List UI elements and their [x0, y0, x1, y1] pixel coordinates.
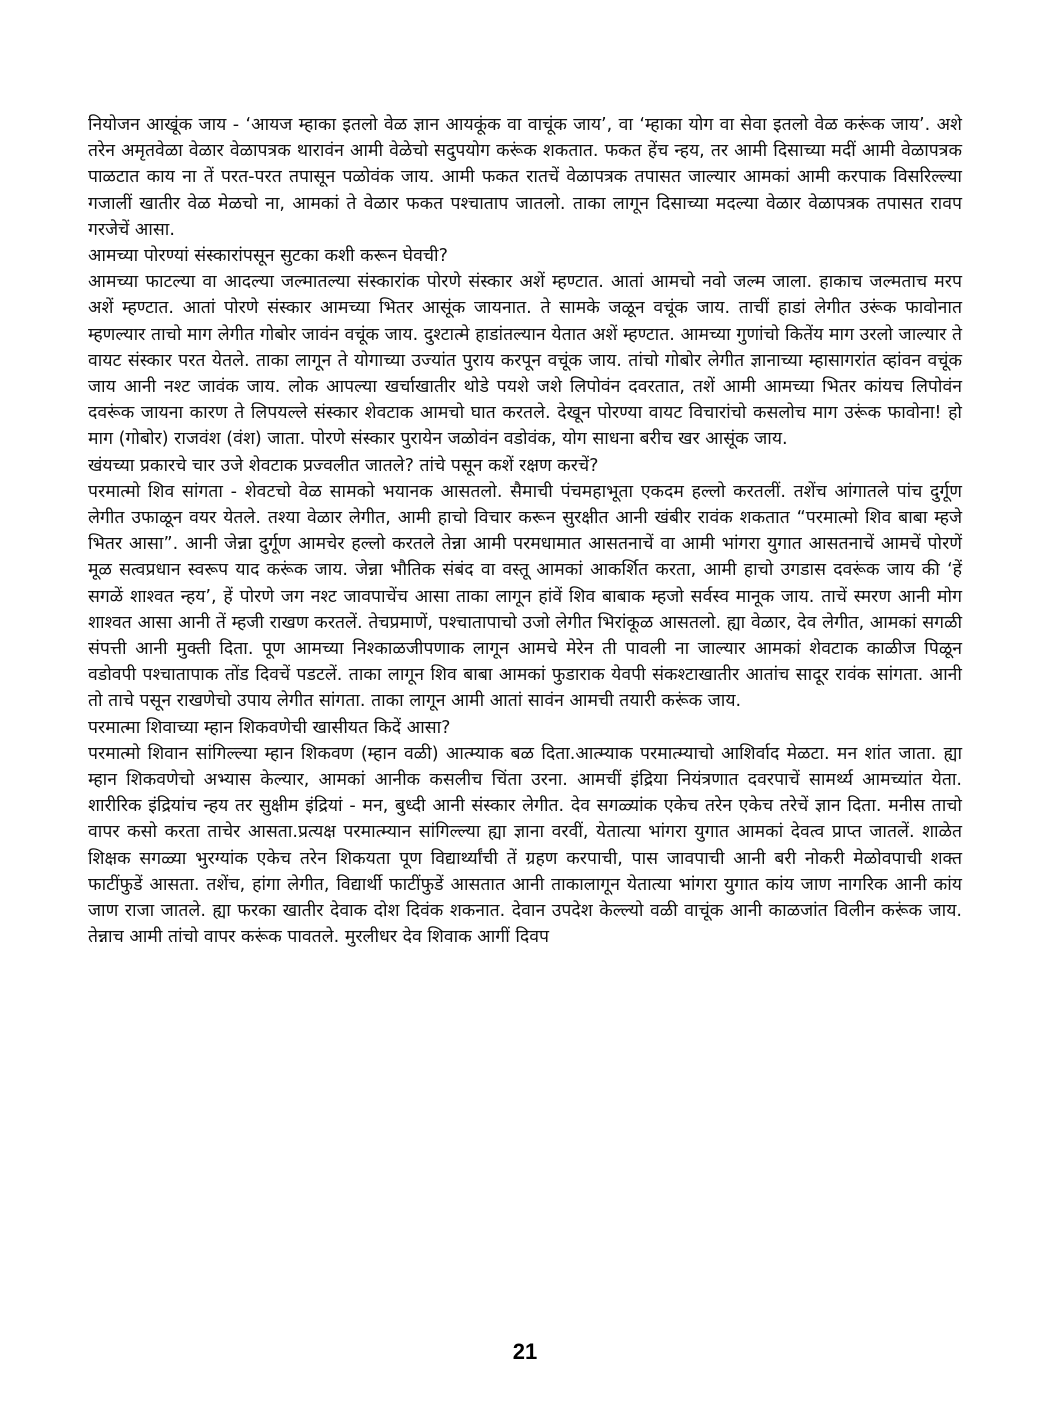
paragraph-scheduling: नियोजन आखूंक जाय - ‘आयज म्हाका इतलो वेळ ज्ञान आयकूंक वा वाचूंक जाय’, वा ‘म्हाका योग वा सेवा इतलो वेळ करूंक जाय’. अशे तरेन अमृतवेळा वेळार वेळापत्रक थारावंन आमी वेळेचो सदुपयोग करूंक शकतात. फकत हेंच न्हय, तर आमी दिसाच्या मदीं आमी वेळापत्रक पाळटात काय ना तें परत-परत तपासून पळोवंक जाय. आमी फकत रातचें वेळापत्रक तपासत जाल्यार आमकां आमी करपाक विसरिल्ल्या गजालीं खातीर वेळ मेळचो ना, आमकां ते वेळार फकत पश्चाताप जातलो. ताका लागून दिसाच्या मदल्या वेळार वेळापत्रक तपासत रावप गरजेचें आसा. — [88, 115, 962, 240]
question-four-fires: खंयच्या प्रकारचे चार उजे शेवटाक प्रज्वलीत जातले? तांचे पसून कशें रक्षण करचें? — [88, 455, 599, 476]
paragraph-great-teaching: परमात्मो शिवान सांगिल्ल्या म्हान शिकवण (म्हान वळी) आत्म्याक बळ दिता.आत्म्याक परमात्म्याचो आशिर्वाद मेळटा. मन शांत जाता. ह्या म्हान शिकवणेचो अभ्यास केल्यार, आमकां आनीक कसलीच चिंता उरना. आमचीं इंद्रिया नियंत्रणात दवरपाचें सामर्थ्य आमच्यांत येता. शारीरिक इंद्रियांच न्हय तर सुक्षीम इंद्रियां - मन, बुध्दी आनी संस्कार लेगीत. देव सगळ्यांक एकेच तरेन एकेच तरेचें ज्ञान दिता. मनीस ताचो वापर कसो करता ताचेर आसता.प्रत्यक्ष परमात्म्यान सांगिल्ल्या ह्या ज्ञाना वरवीं, येतात्या भांगरा युगात आमकां देवत्व प्राप्त जातलें. शाळेत शिक्षक सगळ्या भुरग्यांक एकेच तरेन शिकयता पूण विद्यार्थ्यांची तें ग्रहण करपाची, पास जावपाची आनी बरी नोकरी मेळोवपाची शक्त फाटींफुडें आसता. तशेंच, हांगा लेगीत, विद्यार्थी फाटींफुडें आसतात आनी ताकालागून येतात्या भांगरा युगात कांय जाण नागरिक आनी कांय जाण राजा जातले. ह्या फरका खातीर देवाक दोश दिवंक शकनात. देवान उपदेश केल्ल्यो वळी वाचूंक आनी काळजांत विलीन करूंक जाय. तेन्नाच आमी तांचो वापर करूंक पावतले. मुरलीधर देव शिवाक आगीं दिवप — [88, 743, 962, 948]
paragraph-four-fires: परमात्मो शिव सांगता - शेवटचो वेळ सामको भयानक आसतलो. सैमाची पंचमहाभूता एकदम हल्लो करतलीं. तशेंच आंगातले पांच दुर्गूण लेगीत उफाळून वयर येतले. तश्या वेळार लेगीत, आमी हाचो विचार करून सुरक्षीत आनी खंबीर रावंक शकतात “परमात्मो शिव बाबा म्हजे भितर आसा”. आनी जेन्ना दुर्गूण आमचेर हल्लो करतले तेन्ना आमी परमधामात आसतनाचें वा आमी भांगरा युगात आसतनाचें आमचें पोरणें मूळ सत्वप्रधान स्वरूप याद करूंक जाय. जेन्ना भौतिक संबंद वा वस्तू आमकां आकर्शित करता, आमी हाचो उगडास दवरूंक जाय की ‘हें सगळें शाश्वत न्हय’, हें पोरणे जग नश्ट जावपाचेंच आसा ताका लागून हांवें शिव बाबाक म्हजो सर्वस्व मानूक जाय. ताचें स्मरण आनी मोग शाश्वत आसा आनी तें म्हजी राखण करतलें. तेचप्रमाणें, पश्चातापाचो उजो लेगीत भिरांकूळ आसतलो. ह्या वेळार, देव लेगीत, आमकां सगळी संपत्ती आनी मुक्ती दिता. पूण आमच्या निश्काळजीपणाक लागून आमचे मेरेन ती पावली ना जाल्यार आमकां शेवटाक काळीज पिळून वडोवपी पश्चातापाक तोंड दिवचें पडटलें. ताका लागून शिव बाबा आमकां फुडाराक येवपी संकश्टाखातीर आतांच सादूर रावंक सांगता. आनी तो ताचे पसून राखणेचो उपाय लेगीत सांगता. ताका लागून आमी आतां सावंन आमची तयारी करूंक जाय. — [88, 481, 962, 712]
question-great-teaching: परमात्मा शिवाच्या म्हान शिकवणेची खासीयत किदें आसा? — [88, 717, 451, 738]
document-page — [88, 112, 962, 951]
question-old-sanskars: आमच्या पोरण्यां संस्कारांपसून सुटका कशी करून घेवची? — [88, 246, 448, 267]
paragraph-old-sanskars: आमच्या फाटल्या वा आदल्या जल्मातल्या संस्कारांक पोरणे संस्कार अशें म्हण्टात. आतां आमचो नवो जल्म जाला. हाकाच जल्मताच मरप अशें म्हण्टात. आतां पोरणे संस्कार आमच्या भितर आसूंक जायनात. ते सामके जळून वचूंक जाय. ताचीं हाडां लेगीत उरूंक फावोनात म्हणल्यार ताचो माग लेगीत गोबोर जावंन वचूंक जाय. दुश्टात्मे हाडांतल्यान येतात अशें म्हण्टात. आमच्या गुणांचो कितेंय माग उरलो जाल्यार ते वायट संस्कार परत येतले. ताका लागून ते योगाच्या उज्यांत पुराय करपून वचूंक जाय. तांचो गोबोर लेगीत ज्ञानाच्या म्हासागरांत व्हांवन वचूंक जाय आनी नश्ट जावंक जाय. लोक आपल्या खर्चाखातीर थोडे पयशे जशे लिपोवंन दवरतात, तशें आमी आमच्या भितर कांयच लिपोवंन दवरूंक जायना कारण ते लिपयल्ले संस्कार शेवटाक आमचो घात करतले. देखून पोरण्या वायट विचारांचो कसलोच माग उरूंक फावोना! हो माग (गोबोर) राजवंश (वंश) जाता. पोरणे संस्कार पुरायेन जळोवंन वडोवंक, योग साधना बरीच खर आसूंक जाय. — [88, 272, 962, 450]
page-number: 21 — [512, 1339, 538, 1364]
